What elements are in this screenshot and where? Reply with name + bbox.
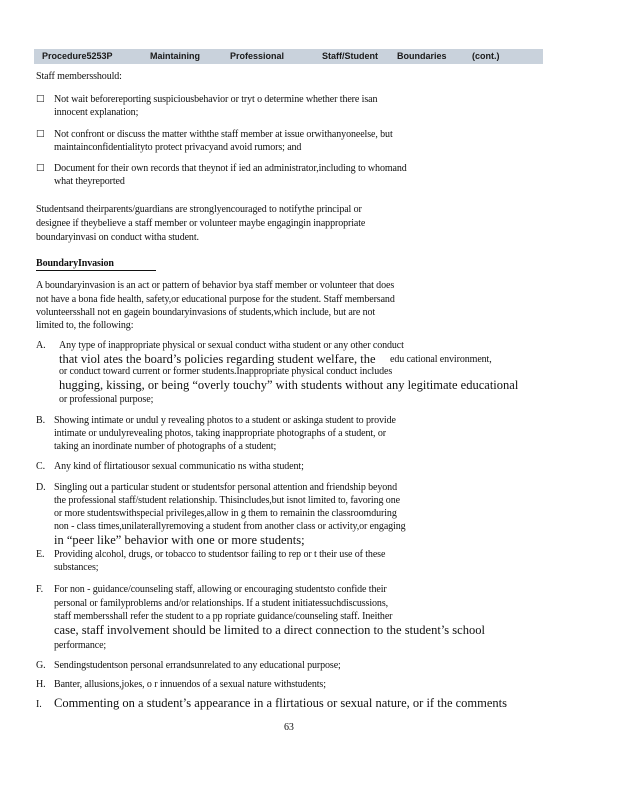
bullet-3-line-1: Document for their own records that theynot if ied an administrator,including to whomand [54, 163, 407, 174]
item-a-line-2-tail: edu cational environment, [390, 354, 492, 365]
header-title-word-2: Professional [230, 51, 285, 61]
staff-should-intro: Staff membersshould: [36, 71, 122, 82]
item-d-line-4: non - class times,unilaterallyremoving a student from another class or activity,or engaging [54, 521, 406, 532]
header-title-word-1: Maintaining [150, 51, 200, 61]
item-b-letter: B. [36, 415, 45, 426]
bullet-3-line-2: what theyreported [54, 176, 125, 187]
item-b-line-3: taking an inordinate number of photographs of a student; [54, 441, 277, 452]
item-a-line-5: or professional purpose; [59, 394, 154, 405]
item-e-line-1: Providing alcohol, drugs, or tobacco to studentsor failing to rep or t their use of these [54, 549, 386, 560]
procedure-header-bar [34, 49, 543, 64]
item-e-letter: E. [36, 549, 45, 560]
definition-line-4: limited to, the following: [36, 320, 134, 331]
checkbox-bullet-icon: □ [36, 129, 45, 139]
item-h-letter: H. [36, 679, 46, 690]
item-a-line-4: hugging, kissing, or being “overly touchy” with students without any legitimate educational [59, 378, 519, 392]
item-d-line-1: Singling out a particular student or studentsfor personal attention and friendship beyond [54, 482, 397, 493]
item-a-line-2: that viol ates the board’s policies regarding student welfare, the [59, 352, 376, 366]
section-title-boundary-invasion: BoundaryInvasion [36, 258, 114, 269]
item-a-line-3: or conduct toward current or former students.Inappropriate physical conduct includes [59, 366, 393, 377]
definition-line-1: A boundaryinvasion is an act or pattern of behavior bya staff member or volunteer that does [36, 280, 395, 291]
page-number: 63 [284, 722, 294, 733]
item-f-line-5: performance; [54, 640, 107, 651]
parents-paragraph-line-3: boundaryinvasi on conduct witha student. [36, 232, 199, 243]
item-a-letter: A. [36, 340, 46, 351]
header-title-word-3: Staff/Student [322, 51, 378, 61]
item-b-line-1: Showing intimate or undul y revealing photos to a student or askinga student to provide [54, 415, 396, 426]
item-f-letter: F. [36, 584, 44, 595]
item-f-line-1: For non - guidance/counseling staff, allowing or encouraging studentsto confide their [54, 584, 387, 595]
item-e-line-2: substances; [54, 562, 99, 573]
item-f-line-4: case, staff involvement should be limited to a direct connection to the student’s school [54, 623, 485, 637]
checkbox-bullet-icon: □ [36, 163, 45, 173]
item-d-line-2: the professional staff/student relationship. Thisincludes,but isnot limited to, favoring one [54, 495, 400, 506]
parents-paragraph-line-2: designee if theybelieve a staff member or volunteer maybe engagingin inappropriate [36, 218, 366, 229]
item-g-line-1: Sendingstudentson personal errandsunrelated to any educational purpose; [54, 660, 341, 671]
item-h-line-1: Banter, allusions,jokes, o r innuendos of a sexual nature withstudents; [54, 679, 326, 690]
header-continued: (cont.) [472, 51, 500, 61]
bullet-2-line-2: maintainconfidentialityto protect privacyand avoid rumors; and [54, 142, 302, 153]
section-title-underline [36, 270, 156, 271]
checkbox-bullet-icon: □ [36, 94, 45, 104]
definition-line-3: volunteersshall not en gagein boundaryinvasions of students,which include, but are not [36, 307, 376, 318]
definition-line-2: not have a bona fide health, safety,or educational purpose for the student. Staff membersand [36, 294, 395, 305]
item-d-line-3: or more studentswithspecial privileges,allow in g them to remainin the classroomduring [54, 508, 397, 519]
header-title-word-4: Boundaries [397, 51, 447, 61]
item-c-letter: C. [36, 461, 45, 472]
bullet-1-line-2: innocent explanation; [54, 107, 139, 118]
item-f-line-3: staff membersshall refer the student to a pp ropriate guidance/counseling staff. Ineither [54, 611, 393, 622]
bullet-1-line-1: Not wait beforereporting suspiciousbehavior or tryt o determine whether there isan [54, 94, 378, 105]
item-c-line-1: Any kind of flirtatiousor sexual communicatio ns witha student; [54, 461, 304, 472]
item-d-letter: D. [36, 482, 46, 493]
item-i-line-1: Commenting on a student’s appearance in a flirtatious or sexual nature, or if the comments [54, 696, 507, 710]
item-g-letter: G. [36, 660, 46, 671]
bullet-2-line-1: Not confront or discuss the matter withthe staff member at issue orwithanyoneelse, but [54, 129, 393, 140]
parents-paragraph-line-1: Studentsand theirparents/guardians are stronglyencouraged to notifythe principal or [36, 204, 362, 215]
item-f-line-2: personal or familyproblems and/or relationships. If a student initiatessuchdiscussions, [54, 598, 389, 609]
item-i-letter: I. [36, 699, 42, 710]
item-d-line-5: in “peer like” behavior with one or more students; [54, 533, 305, 547]
item-b-line-2: intimate or undulyrevealing photos, taking inappropriate photographs of a student, or [54, 428, 386, 439]
procedure-number: Procedure5253P [42, 51, 113, 61]
item-a-line-1: Any type of inappropriate physical or sexual conduct witha student or any other conduct [59, 340, 404, 351]
